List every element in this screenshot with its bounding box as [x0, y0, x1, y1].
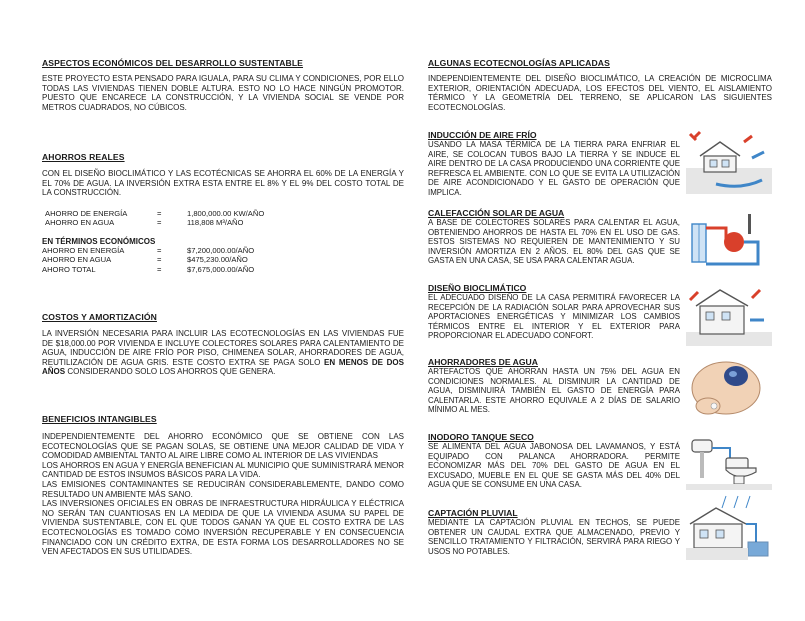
- table-row: [42, 209, 264, 218]
- solar-collector-icon: [686, 208, 772, 274]
- row-label: AHORRO EN ENERGÍA: [42, 246, 125, 255]
- applied-ecotech-heading: ALGUNAS ECOTECNOLOGÍAS APLICADAS: [428, 58, 610, 68]
- economic-terms-table: [42, 246, 254, 274]
- rain-harvest-house-icon: [686, 494, 772, 560]
- toilet-icon: [686, 430, 772, 490]
- bioclimatic-house-icon: [686, 280, 772, 346]
- tech-title: DISEÑO BIOCLIMÁTICO: [428, 283, 527, 293]
- economic-terms-heading: EN TÉRMINOS ECONÓMICOS: [42, 237, 156, 246]
- tech-description: MEDIANTE LA CAPTACIÓN PLUVIAL EN TECHOS, SE PUEDE OBTENER UN CAUDAL EXTRA QUE ALMACENADO, PREVIO Y SENCILLO TRATAMIENTO Y FILTRACIÓN, SERVIRÁ PARA RIEGO Y USOS NO POTABLES.: [428, 518, 680, 556]
- table-row: [42, 265, 254, 274]
- tech-title: CAPTACIÓN PLUVIAL: [428, 508, 518, 518]
- costs-text-part: CONSIDERANDO SOLO LOS AHORROS QUE GENERA.: [65, 367, 276, 377]
- tech-title: AHORRADORES DE AGUA: [428, 357, 538, 367]
- benefit-paragraph: INDEPENDIENTEMENTE DEL AHORRO ECONÓMICO QUE SE OBTIENE CON LAS ECOTECNOLOGÍAS QUE SE PAGAN SOLAS, SE OBTIENE UNA MEJOR CALIDAD DE VIDA Y COMODIDAD AMBIENTAL TANTO AL AIRE LIBRE COMO AL INTERIOR DE LAS VIVIENDAS: [42, 432, 404, 461]
- benefit-paragraph: LAS EMISIONES CONTAMINANTES SE REDUCIRÁN CONSIDERABLEMENTE, DANDO COMO RESULTADO UN AMBIENTE MÁS SANO.: [42, 479, 404, 499]
- tech-bioclimatic-design: [428, 283, 680, 341]
- table-row: [42, 246, 254, 255]
- costs-heading: COSTOS Y AMORTIZACIÓN: [42, 312, 157, 322]
- costs-text: [42, 329, 404, 377]
- row-value: $475,230.00/AÑO: [187, 255, 248, 265]
- costs-text-emphasis: EN MENOS DE DOS AÑOS: [42, 357, 404, 377]
- economic-aspects-text: ESTE PROYECTO ESTA PENSADO PARA IGUALA, PARA SU CLIMA Y CONDICIONES, POR ELLO TODAS LAS VIVIENDAS TIENEN DOBLE ALTURA. ESTO NO LO HACE NINGÚN PROMOTOR. PUESTO QUE ENCARECE LA CONSTRUCCIÓN, Y LA VIVIENDA SOCIAL SE VENDE POR METROS CUADRADOS, NO CÚBICOS.: [42, 74, 404, 112]
- benefit-paragraph: LOS AHORROS EN AGUA Y ENERGÍA BENEFICIAN AL MUNICIPIO QUE SUMINISTRARÁ MENOR CANTIDAD DE ESTOS INSUMOS BÁSICOS PARA LA VIDA.: [42, 460, 404, 480]
- row-label: AHORO TOTAL: [42, 264, 96, 274]
- cold-air-house-icon: [686, 128, 772, 194]
- row-equals: =: [157, 246, 162, 255]
- row-equals: =: [157, 255, 162, 265]
- row-value: 118,808 M³/AÑO: [187, 218, 244, 228]
- benefit-paragraph: LAS INVERSIONES OFICIALES EN OBRAS DE INFRAESTRUCTURA HIDRÁULICA Y ELÉCTRICA NO SERÁN TAN CUANTIOSAS EN LA MEDIDA DE QUE LA VIVIENDA ASUMA SU PAPEL DE VIVIENDA SUSTENTABLE, CON EL QUE TODOS GANAN YA QUE EL COSTO EXTRA DE LAS ECOTECNOLOGÍAS ES TOMADO COMO INVERSIÓN RECUPERABLE Y EN CONSECUENCIA FINANCIADO CON UN CRÉDITO EXTRA, DE ESTA FORMA LOS DESARROLLADORES NO SE VEN AFECTADOS EN SUS UTILIDADES.: [42, 499, 404, 557]
- row-label: AHORRO DE ENERGÍA: [45, 209, 128, 218]
- tech-rain-harvesting: [428, 508, 680, 556]
- row-equals: =: [157, 209, 162, 218]
- real-savings-text: CON EL DISEÑO BIOCLIMÁTICO Y LAS ECOTÉCNICAS SE AHORRA EL 60% DE LA ENERGÍA Y EL 70% DE AGUA. LA INVERSIÓN EXTRA ESTA ENTRE EL 8% Y EL 9% DEL COSTO TOTAL DE LA CONSTRUCCIÓN.: [42, 169, 404, 198]
- tech-cold-air-induction: [428, 130, 680, 197]
- tech-description: EL ADECUADO DISEÑO DE LA CASA PERMITIRÁ FAVORECER LA RECEPCIÓN DE LA RADIACIÓN SOLAR PARA APROVECHAR SUS APORTACIONES ENERGÉTICAS Y MINIMIZAR LOS CAMBIOS TÉRMICOS ENTRE EL INTERIOR Y EL EXTERIOR PARA PROPORCIONAR EL ADECUADO CONFORT.: [428, 293, 680, 340]
- table-row: [42, 255, 254, 264]
- tech-title: INDUCCIÓN DE AIRE FRÍO: [428, 130, 537, 140]
- real-savings-heading: AHORROS REALES: [42, 152, 125, 162]
- tech-water-savers: [428, 357, 680, 415]
- row-label: AHORRO EN AGUA: [42, 255, 112, 265]
- tech-description: SE ALIMENTA DEL AGUA JABONOSA DEL LAVAMANOS, Y ESTÁ EQUIPADO CON PALANCA AHORRADORA. PERMITE ECONOMIZAR MÁS DEL 70% DEL GASTO DE AGUA EN EL EXCUSADO, MUEBLE EN EL QUE SE GASTA MÁS DEL 40% DEL AGUA QUE SE CONSUME EN UNA CASA.: [428, 442, 680, 489]
- tech-title: CALEFACCIÓN SOLAR DE AGUA: [428, 208, 565, 218]
- water-saver-hand-icon: [686, 352, 772, 418]
- costs-text-part: LA INVERSIÓN NECESARIA PARA INCLUIR LAS ECOTECNOLOGÍAS EN LAS VIVIENDAS FUE DE $18,000.00 POR VIVIENDA E INCLUYE COLECTORES SOLARES PARA CALENTAMIENTO DE AGUA, INDUCCIÓN DE AIRE FRÍO POR PISO, CHIMENEA SOLAR, AHORRADORES DE AGUA, REUTILIZACIÓN DE AGUA GRIS. ESTE COSTO EXTRA SE PAGA SOLO: [42, 329, 404, 367]
- table-row: [42, 218, 264, 227]
- row-equals: =: [157, 264, 162, 274]
- row-equals: =: [157, 218, 162, 228]
- intangible-benefits-text: [42, 432, 404, 557]
- tech-title: INODORO TANQUE SECO: [428, 432, 534, 442]
- row-label: AHORRO EN AGUA: [45, 218, 115, 228]
- row-value: $7,675,000.00/AÑO: [187, 264, 255, 274]
- tech-description: ARTEFACTOS QUE AHORRAN HASTA UN 75% DEL AGUA EN CONDICIONES NORMALES. AL DISMINUIR LA CANTIDAD DE AGUA, DISMINUIRÁ TAMBIÉN EL GASTO DE ENERGÍA PARA CALENTARLA. ESTE AHORRO EQUIVALE A 2 DÍAS DE SALARIO MÍNIMO AL MES.: [428, 367, 680, 414]
- tech-solar-water-heating: [428, 208, 680, 266]
- row-value: $7,200,000.00/AÑO: [187, 246, 255, 255]
- intangible-benefits-heading: BENEFICIOS INTANGIBLES: [42, 414, 157, 424]
- applied-ecotech-text: INDEPENDIENTEMENTE DEL DISEÑO BIOCLIMÁTICO, LA CREACIÓN DE MICROCLIMA EXTERIOR, ORIENTACIÓN ADECUADA, LOS EFECTOS DEL VIENTO, EL AISLAMIENTO TÉRMICO Y LA GEOMETRÍA DEL TERRENO, SE APLICARON LAS SIGUIENTES ECOTECNOLOGÍAS.: [428, 74, 772, 112]
- tech-description: USANDO LA MASA TÉRMICA DE LA TIERRA PARA ENFRIAR EL AIRE, SE COLOCAN TUBOS BAJO LA TIERRA Y SE INDUCE EL AIRE DENTRO DE LA CASA PRODUCIENDO UNA CORRIENTE QUE REFRESCA EL AMBIENTE. CON LO QUE SE EVITA LA UTILIZACIÓN DE AIRE ACONDICIONADO Y EL GASTO DE OPERACIÓN QUE IMPLICA.: [428, 140, 680, 197]
- tech-description: A BASE DE COLECTORES SOLARES PARA CALENTAR EL AGUA, OBTENIENDO AHORROS DE HASTA EL 70% EN EL USO DE GAS. ESTOS SISTEMAS NO REQUIEREN DE MANTENIMIENTO Y SU INVERSIÓN AMORTIZA EN 2 AÑOS. EL 80% DEL GAS QUE SE GASTA EN UNA CASA, SE USA PARA CALENTAR AGUA.: [428, 218, 680, 265]
- tech-dry-tank-toilet: [428, 432, 680, 490]
- savings-table: [42, 209, 264, 228]
- economic-aspects-heading: ASPECTOS ECONÓMICOS DEL DESARROLLO SUSTENTABLE: [42, 58, 304, 68]
- row-value: 1,800,000.00 KW/AÑO: [187, 209, 265, 218]
